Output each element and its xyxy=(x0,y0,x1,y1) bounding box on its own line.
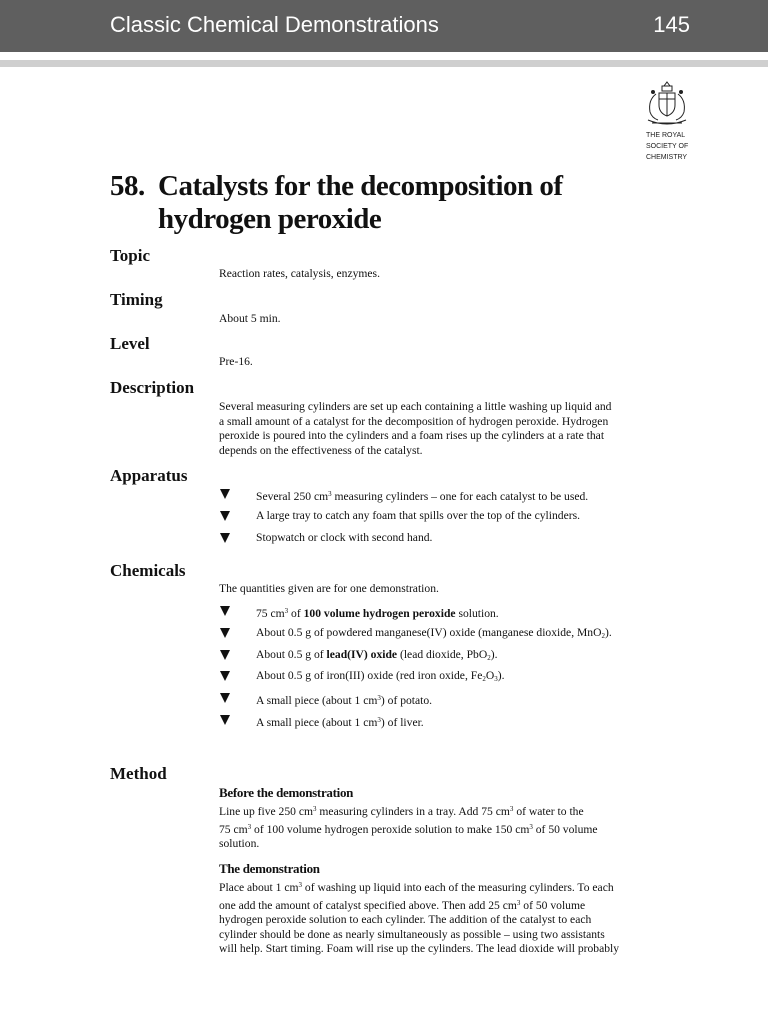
demo-heading: The demonstration xyxy=(219,861,320,876)
bullet-triangle-icon xyxy=(220,628,230,638)
list-item: About 0.5 g of iron(III) oxide (red iron oxide, $Fe_2O_3$). xyxy=(219,669,699,691)
bullet-triangle-icon xyxy=(220,511,230,521)
demo-text: Place about 1 $cm^3$ of washing up liquid into each of the measuring cylinders. To each one add the amount of catalyst specified above. Then add 25 $cm^3$ of 50 volume hydrogen peroxide solution to each cylinder. The addition of the catalyst to each cylinder should be done as nearly simultaneously as possible – using two assistants will help. Start timing. Foam will rise up the cylinders. The lead dioxide will probably xyxy=(219,881,620,956)
demo-number: 58. xyxy=(110,170,145,202)
bullet-triangle-icon xyxy=(220,489,230,499)
timing-text: About 5 min. xyxy=(219,312,281,325)
coat-of-arms-icon xyxy=(642,78,692,128)
bullet-triangle-icon xyxy=(220,671,230,681)
rsc-logo xyxy=(640,78,694,163)
list-item: Several 250 $cm^3$ measuring cylinders – one for each catalyst to be used. xyxy=(219,487,699,509)
title-line-1: Catalysts for the decomposition of xyxy=(158,170,563,202)
apparatus-list xyxy=(219,487,699,552)
topic-text: Reaction rates, catalysis, enzymes. xyxy=(219,267,380,280)
description-line: depends on the effectiveness of the catalyst. xyxy=(219,443,423,457)
list-item: About 0.5 g of lead(IV) oxide (lead dioxide, PbO$_2$). xyxy=(219,648,699,670)
header-bar xyxy=(0,0,768,52)
method-label: Method xyxy=(110,764,167,783)
page-number: 145 xyxy=(653,12,690,37)
org-name-line-1: THE ROYAL xyxy=(646,132,686,139)
description-label: Description xyxy=(110,378,195,397)
chemicals-label: Chemicals xyxy=(110,561,186,580)
header-title: Classic Chemical Demonstrations xyxy=(110,12,439,37)
description-line: peroxide is poured into the cylinders and a foam rises up the cylinders at a rate that xyxy=(219,429,605,443)
title-line-2: hydrogen peroxide xyxy=(158,203,382,235)
chemicals-list xyxy=(219,604,699,735)
bullet-triangle-icon xyxy=(220,533,230,543)
list-item: Stopwatch or clock with second hand. xyxy=(219,531,699,553)
level-text: Pre-16. xyxy=(219,355,253,368)
before-demo-text: Line up five 250 $cm^3$ measuring cylinders in a tray. Add 75 $cm^3$ of water to the 75 $cm^3$ of 100 volume hydrogen peroxide solution to make 150 $cm^3$ of 50 volume solution. xyxy=(219,805,598,851)
org-name-line-3: CHEMISTRY xyxy=(646,154,688,161)
description-line: Several measuring cylinders are set up each containing a little washing up liquid and xyxy=(219,400,612,413)
timing-label: Timing xyxy=(110,290,163,309)
description-text xyxy=(219,400,699,458)
bullet-triangle-icon xyxy=(220,715,230,725)
header-rule xyxy=(0,60,768,67)
bullet-triangle-icon xyxy=(220,606,230,616)
before-demo-heading: Before the demonstration xyxy=(219,785,354,800)
list-item: About 0.5 g of powdered manganese(IV) oxide (manganese dioxide, MnO$_2$). xyxy=(219,626,699,648)
org-name-line-2: SOCIETY OF xyxy=(646,143,689,150)
bullet-triangle-icon xyxy=(220,693,230,703)
list-item: A small piece (about 1 $cm^3$) of liver. xyxy=(219,713,699,735)
bullet-triangle-icon xyxy=(220,650,230,660)
list-item: 75 $cm^3$ of 100 volume hydrogen peroxide solution. xyxy=(219,604,699,626)
list-item: A large tray to catch any foam that spills over the top of the cylinders. xyxy=(219,509,699,531)
level-label: Level xyxy=(110,334,150,353)
apparatus-label: Apparatus xyxy=(110,466,188,485)
page-title xyxy=(110,170,670,236)
topic-label: Topic xyxy=(110,246,151,265)
chemicals-intro: The quantities given are for one demonstration. xyxy=(219,582,439,595)
list-item: A small piece (about 1 $cm^3$) of potato. xyxy=(219,691,699,713)
description-line: a small amount of a catalyst for the decomposition of hydrogen peroxide. Hydrogen xyxy=(219,414,609,428)
